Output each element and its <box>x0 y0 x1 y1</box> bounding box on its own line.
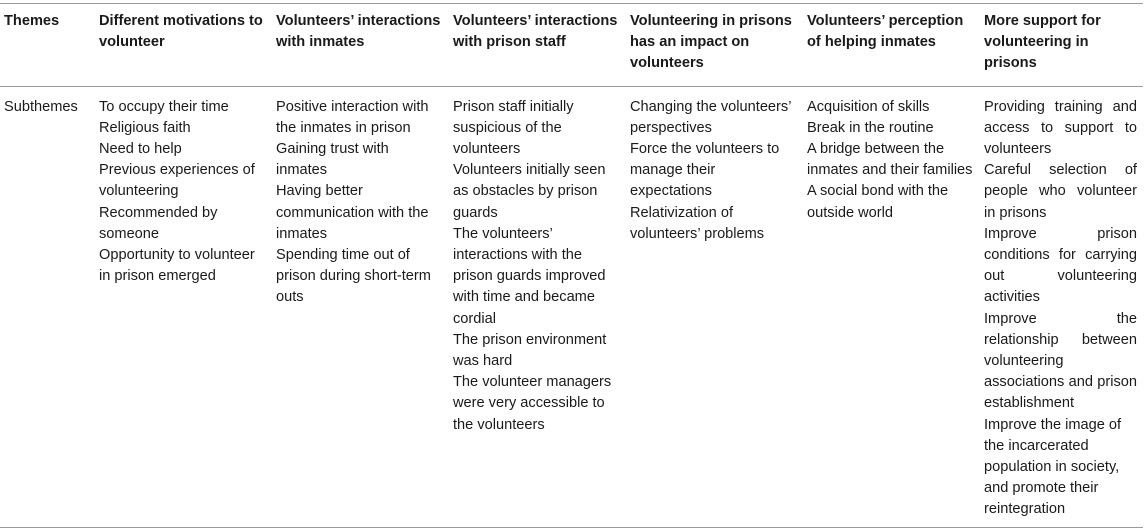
subtheme-item: Providing training and access to support to volunteers <box>984 98 1137 158</box>
cell-perception-helping <box>803 86 980 527</box>
subthemes-row <box>0 86 1143 527</box>
subtheme-item: Prison staff initially suspicious of the volunteers <box>453 98 574 158</box>
row-label-subthemes: Subthemes <box>4 98 78 115</box>
subtheme-item: Recommended by someone <box>99 204 218 242</box>
header-more-support: More support for volunteering in prisons <box>984 13 1101 72</box>
cell-interactions-staff <box>449 86 626 527</box>
subtheme-item: Volunteers initially seen as obstacles by prison guards <box>453 162 606 221</box>
subtheme-item: Positive interaction with the inmates in prison <box>276 98 429 136</box>
subtheme-item: Careful selection of people who volunteer in prisons <box>984 162 1137 221</box>
subtheme-item: Improve the image of the incarcerated population in society, and promote their reintegration <box>984 416 1122 518</box>
themes-table <box>0 3 1143 528</box>
subtheme-item: A social bond with the outside world <box>807 183 949 221</box>
cell-motivations <box>95 86 272 527</box>
subtheme-item: Religious faith <box>99 119 191 136</box>
subtheme-item: Gaining trust with inmates <box>276 141 389 179</box>
header-motivations: Different motivations to volunteer <box>99 13 263 51</box>
subtheme-item: Break in the routine <box>807 119 934 136</box>
subtheme-item: Relativization of volunteers’ problems <box>630 204 765 242</box>
subtheme-item: The volunteers’ interactions with the prison guards improved with time and became cordial <box>453 225 606 327</box>
subtheme-item: Force the volunteers to manage their expectations <box>630 141 780 200</box>
cell-interactions-inmates <box>272 86 449 527</box>
header-interactions-inmates: Volunteers’ interactions with inmates <box>276 13 441 51</box>
subtheme-item: The volunteer managers were very accessible to the volunteers <box>453 374 612 433</box>
subtheme-item: Opportunity to volunteer in prison emerged <box>99 247 255 285</box>
subtheme-item: To occupy their time <box>99 98 229 115</box>
subtheme-item: Need to help <box>99 141 182 158</box>
subtheme-item: Previous experiences of volunteering <box>99 162 255 200</box>
subtheme-item: Improve the relationship between volunteering associations and prison establishment <box>984 310 1137 412</box>
subtheme-item: Spending time out of prison during short-term outs <box>276 247 431 306</box>
subtheme-item: A bridge between the inmates and their families <box>807 141 973 179</box>
header-perception-helping: Volunteers’ perception of helping inmates <box>807 13 964 51</box>
subtheme-item: Having better communication with the inmates <box>276 183 429 242</box>
header-interactions-staff: Volunteers’ interactions with prison staff <box>453 13 618 51</box>
subtheme-item: The prison environment was hard <box>453 331 607 370</box>
subtheme-item: Changing the volunteers’ perspectives <box>630 98 791 136</box>
cell-impact-volunteers <box>626 86 803 527</box>
cell-more-support <box>980 86 1143 527</box>
subtheme-item: Improve prison conditions for carrying out volunteering activities <box>984 225 1137 306</box>
header-themes: Themes <box>4 13 60 29</box>
header-row <box>0 4 1143 87</box>
header-impact-volunteers: Volunteering in prisons has an impact on volunteers <box>630 13 792 72</box>
subtheme-item: Acquisition of skills <box>807 98 930 115</box>
